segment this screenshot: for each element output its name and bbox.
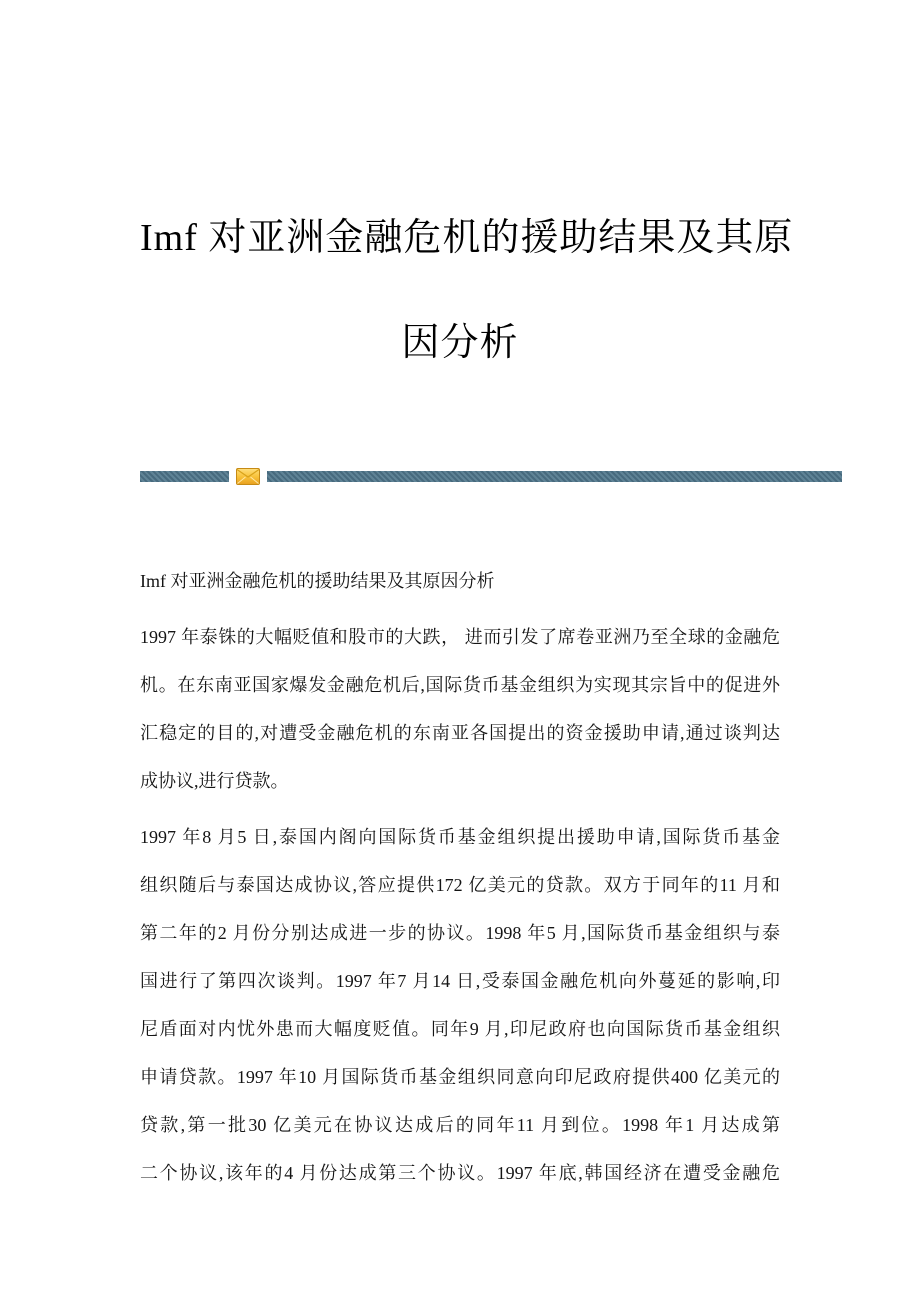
paragraph-line: 第二年的2 月份分别达成进一步的协议。1998 年5 月,国际货币基金组织与泰 [140, 923, 780, 943]
paragraph-line: Imf 对亚洲金融危机的援助结果及其原因分析 [140, 571, 495, 591]
paragraph [140, 813, 780, 1197]
paragraph-line: 汇稳定的目的,对遭受金融危机的东南亚各国提出的资金援助申请,通过谈判达 [140, 723, 780, 743]
document-body [140, 557, 780, 1205]
paragraph [140, 557, 780, 605]
paragraph-line: 尼盾面对内忧外患而大幅度贬值。同年9 月,印尼政府也向国际货币基金组织 [140, 1019, 780, 1039]
paragraph-line: 二个协议,该年的4 月份达成第三个协议。1997 年底,韩国经济在遭受金融危 [140, 1163, 780, 1183]
paragraph-line: 国进行了第四次谈判。1997 年7 月14 日,受泰国金融危机向外蔓延的影响,印 [140, 971, 780, 991]
document-title [140, 186, 794, 396]
envelope-icon [229, 465, 267, 488]
paragraph-line: 申请贷款。1997 年10 月国际货币基金组织同意向印尼政府提供400 亿美元的 [140, 1067, 780, 1087]
paragraph [140, 613, 780, 805]
horizontal-rule [140, 471, 842, 482]
title-line-2: 因分析 [401, 322, 519, 364]
paragraph-line: 成协议,进行贷款。 [140, 771, 289, 791]
paragraph-line: 组织随后与泰国达成协议,答应提供172 亿美元的贷款。双方于同年的11 月和 [140, 875, 780, 895]
title-line-1: Imf 对亚洲金融危机的援助结果及其原 [140, 217, 794, 259]
paragraph-line: 贷款,第一批30 亿美元在协议达成后的同年11 月到位。1998 年1 月达成第 [140, 1115, 780, 1135]
paragraph-line: 1997 年8 月5 日,泰国内阁向国际货币基金组织提出援助申请,国际货币基金 [140, 827, 780, 847]
paragraph-line: 1997 年泰铢的大幅贬值和股市的大跌， 进而引发了席卷亚洲乃至全球的金融危 [140, 627, 780, 647]
paragraph-line: 机。在东南亚国家爆发金融危机后,国际货币基金组织为实现其宗旨中的促进外 [140, 675, 780, 695]
